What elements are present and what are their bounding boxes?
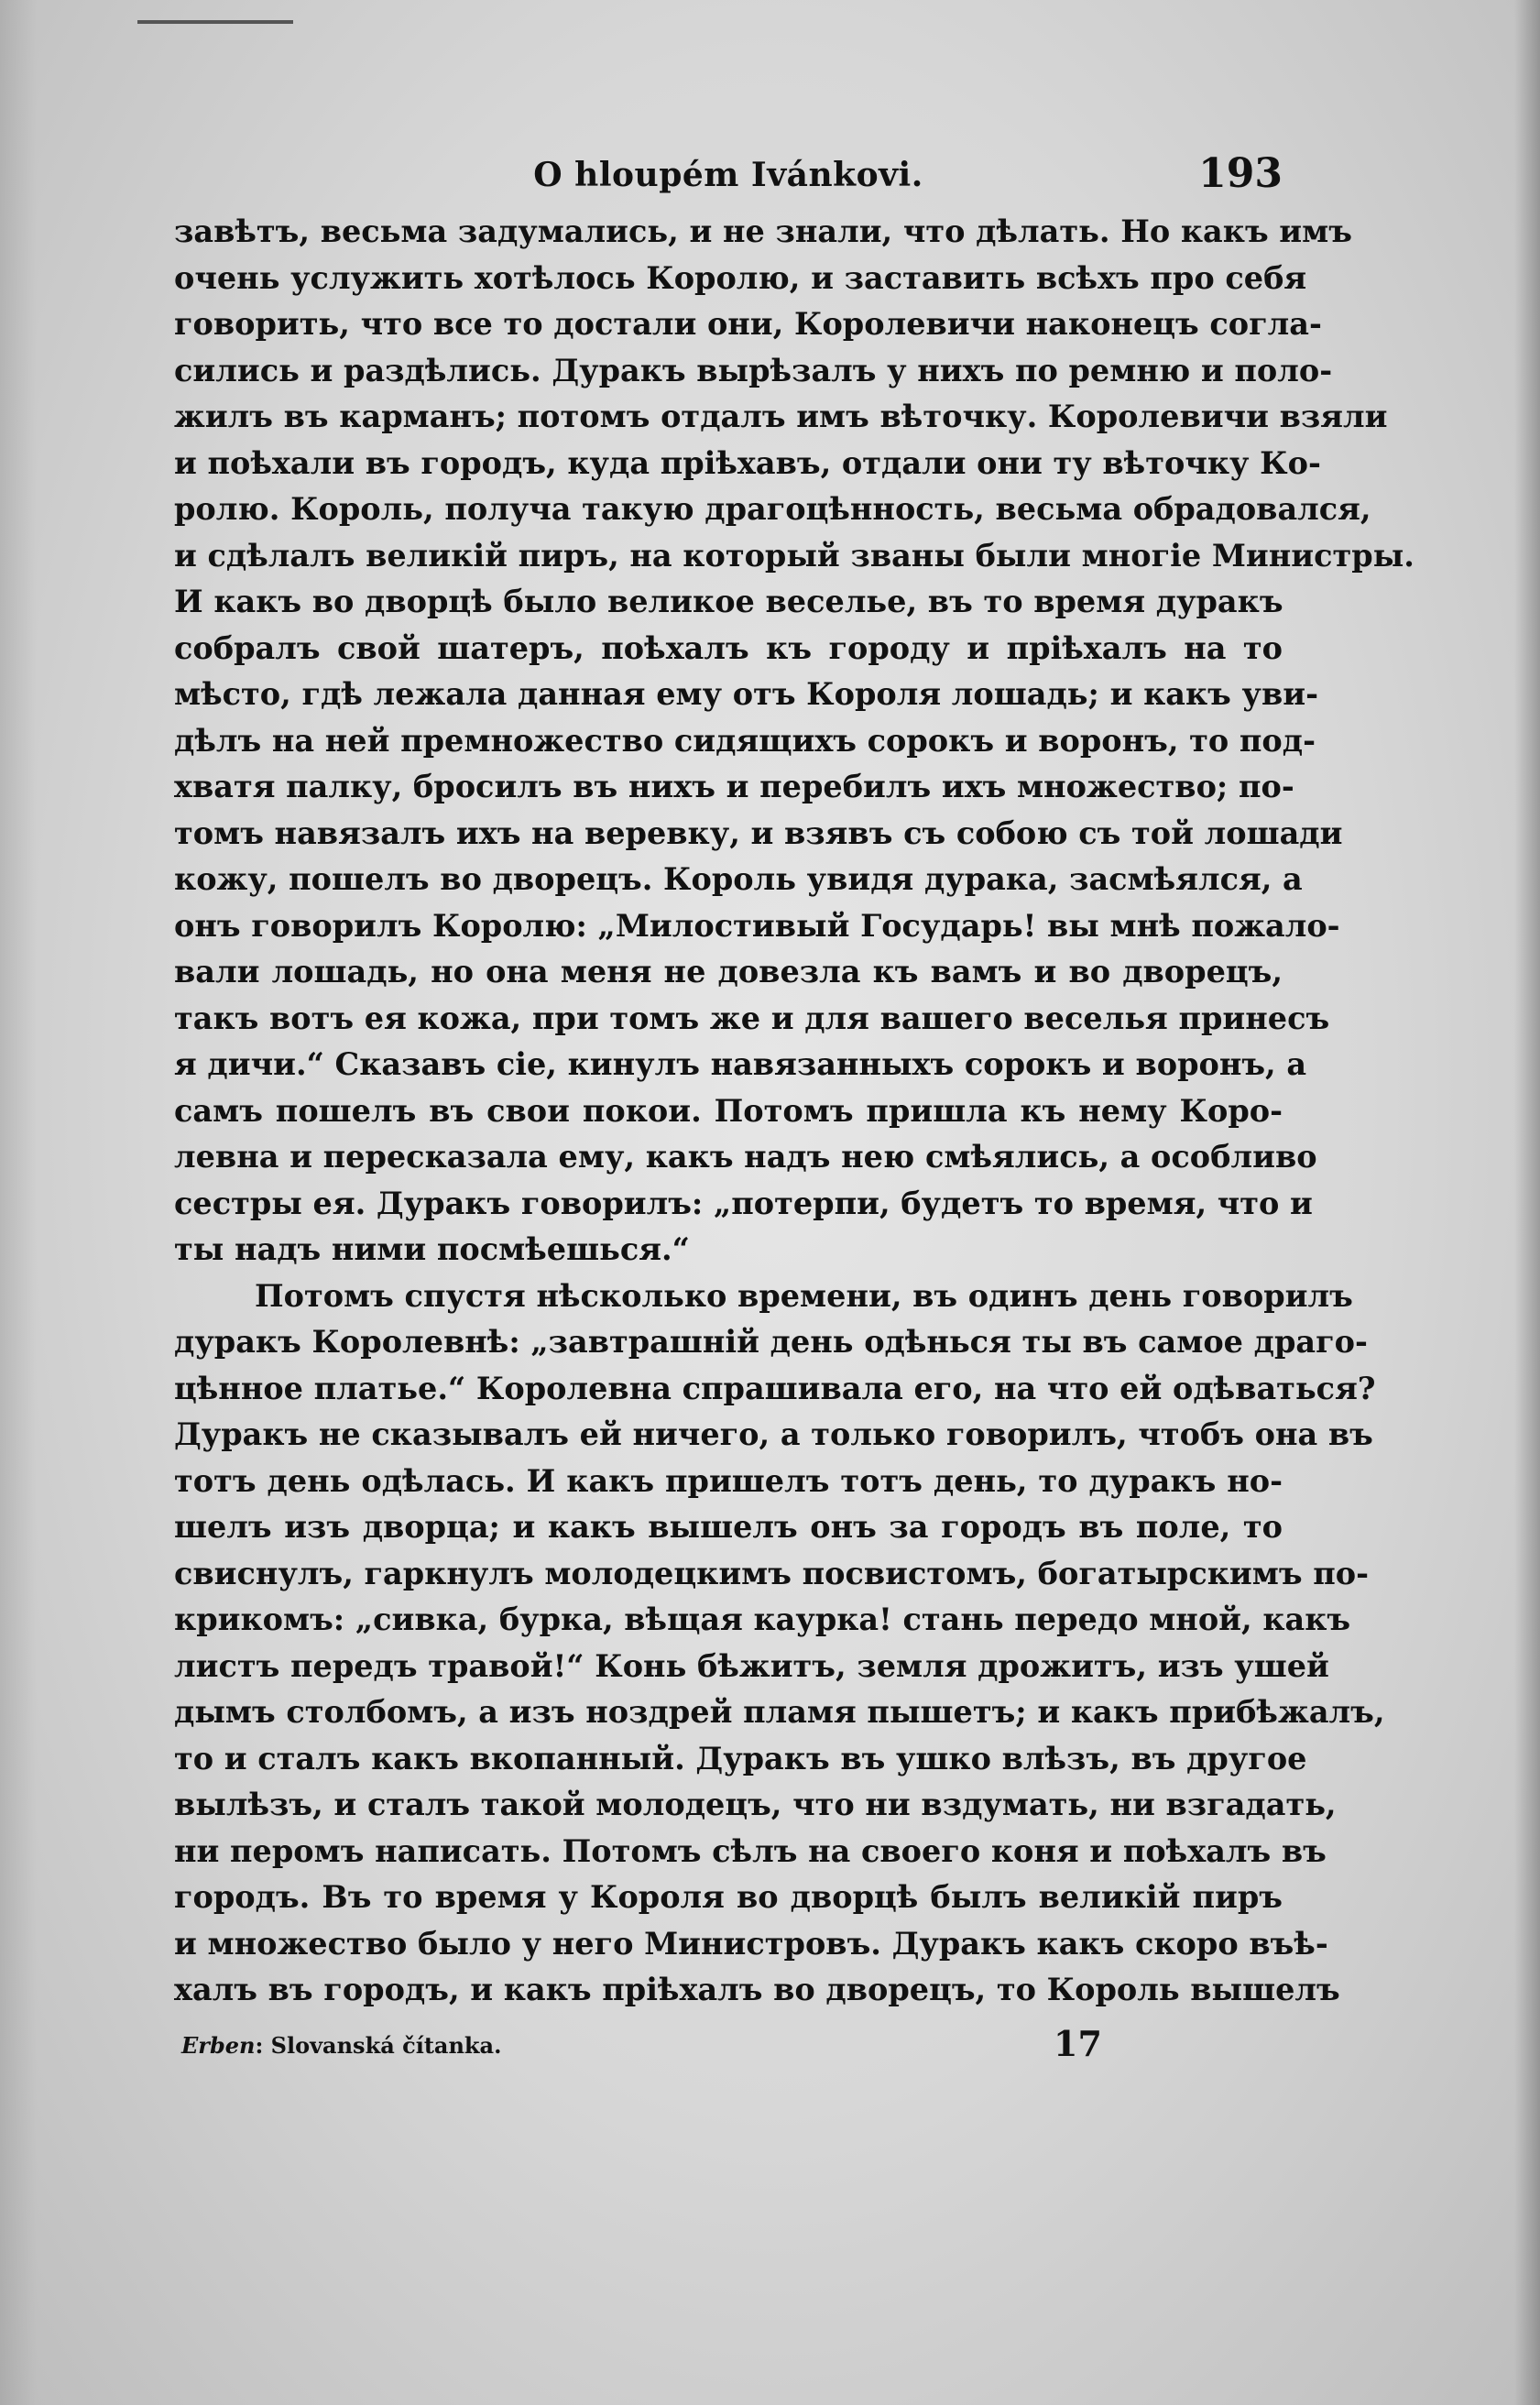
signature-author: Erben	[181, 2031, 256, 2059]
book-page	[174, 147, 1414, 2069]
text-line: сились и раздѣлись. Дуракъ вырѣзалъ у нихъ по ремню и поло-	[174, 352, 1333, 388]
text-line: и сдѣлалъ великій пиръ, на который званы были многіе Министры.	[174, 537, 1414, 574]
text-line: тотъ день одѣлась. И какъ пришелъ тотъ день, то дуракъ но-	[174, 1462, 1283, 1499]
text-line: и множество было у него Министровъ. Дуракъ какъ скоро въѣ-	[174, 1925, 1328, 1962]
text-line: очень услужить хотѣлось Королю, и заставить всѣхъ про себя	[174, 259, 1307, 296]
text-line: сестры ея. Дуракъ говорилъ: „потерпи, будетъ то время, что и	[174, 1185, 1313, 1221]
text-line: ни перомъ написать. Потомъ сѣлъ на своего коня и поѣхалъ въ	[174, 1832, 1327, 1869]
text-line: городъ. Въ то время у Короля во дворцѣ былъ великій пиръ	[174, 1879, 1283, 1915]
sheet-number: 17	[1054, 2022, 1102, 2064]
page-right-shadow	[1514, 0, 1540, 2405]
paragraph-first-line: Потомъ спустя нѣсколько времени, въ одинъ день говорилъ	[255, 1277, 1353, 1314]
text-line: и поѣхали въ городъ, куда пріѣхавъ, отдали они ту вѣточку Ко-	[174, 444, 1321, 481]
text-line: мѣсто, гдѣ лежала данная ему отъ Короля лошадь; и какъ уви-	[174, 676, 1319, 712]
text-line: левна и пересказала ему, какъ надъ нею смѣялись, а особливо	[174, 1139, 1317, 1175]
text-line: томъ навязалъ ихъ на веревку, и взявъ съ собою съ той лошади	[174, 814, 1343, 851]
text-line: халъ въ городъ, и какъ пріѣхалъ во дворецъ, то Король вышелъ	[174, 1972, 1340, 2007]
text-line: Дуракъ не сказывалъ ей ничего, а только говорилъ, чтобъ она въ	[174, 1416, 1373, 1452]
text-line: вали лошадь, но она меня не довезла къ вамъ и во дворецъ,	[174, 954, 1283, 989]
signature-book: : Slovanská čítanka.	[255, 2031, 502, 2059]
paragraph-end-line: ты надъ ними посмѣешься.“	[174, 1231, 690, 1267]
text-line: цѣнное платье.“ Королевна спрашивала его, на что ей одѣваться?	[174, 1370, 1376, 1406]
text-line: ролю. Король, получа такую драгоцѣнность, весьма обрадовался,	[174, 491, 1371, 527]
text-line: дымъ столбомъ, а изъ ноздрей пламя пышетъ; и какъ прибѣжалъ,	[174, 1694, 1385, 1730]
page-number: 193	[1198, 150, 1283, 197]
text-line: шелъ изъ дворца; и какъ вышелъ онъ за городъ въ поле, то	[174, 1509, 1283, 1545]
running-head-title: O hloupém Ivánkovi.	[533, 156, 923, 194]
text-line: жилъ въ карманъ; потомъ отдалъ имъ вѣточку. Королевичи взяли	[174, 399, 1388, 434]
text-line: свиснулъ, гаркнулъ молодецкимъ посвистомъ, богатырскимъ по-	[174, 1555, 1369, 1591]
text-line: собралъ свой шатеръ, поѣхалъ къ городу и пріѣхалъ на то	[174, 629, 1283, 666]
text-line: крикомъ: „сивка, бурка, вѣщая каурка! стань передо мной, какъ	[174, 1602, 1351, 1637]
text-line: хватя палку, бросилъ въ нихъ и перебилъ ихъ множество; по-	[174, 769, 1294, 804]
text-line: то и сталъ какъ вкопанный. Дуракъ въ ушко влѣзъ, въ другое	[174, 1740, 1307, 1776]
text-line: дуракъ Королевнѣ: „завтрашній день одѣнься ты въ самое драго-	[174, 1324, 1368, 1360]
text-line: И какъ во дворцѣ было великое веселье, въ то время дуракъ	[174, 584, 1283, 619]
text-line: онъ говорилъ Королю: „Милостивый Государь! вы мнѣ пожало-	[174, 907, 1340, 944]
text-line: дѣлъ на ней премножество сидящихъ сорокъ и воронъ, то под-	[174, 722, 1316, 759]
top-rule-mark	[137, 20, 293, 24]
body-text	[174, 209, 1414, 2014]
running-head	[174, 147, 1283, 202]
text-line: листъ передъ травой!“ Конь бѣжитъ, земля дрожитъ, изъ ушей	[174, 1647, 1329, 1684]
signature-mark	[181, 2032, 501, 2059]
text-line: завѣтъ, весьма задумались, и не знали, что дѣлать. Но какъ имъ	[174, 213, 1352, 249]
text-line: самъ пошелъ въ свои покои. Потомъ пришла къ нему Коро-	[174, 1092, 1283, 1129]
page-footer	[174, 2023, 1283, 2069]
page-left-shadow	[0, 0, 37, 2405]
text-line: такъ вотъ ея кожа, при томъ же и для вашего веселья принесъ	[174, 1000, 1330, 1036]
text-line: я дичи.“ Сказавъ сіе, кинулъ навязанныхъ сорокъ и воронъ, а	[174, 1046, 1307, 1082]
text-line: говорить, что все то достали они, Королевичи наконецъ согла-	[174, 306, 1322, 342]
text-line: кожу, пошелъ во дворецъ. Король увидя дурака, засмѣялся, а	[174, 861, 1303, 897]
text-line: вылѣзъ, и сталъ такой молодецъ, что ни вздумать, ни взгадать,	[174, 1787, 1337, 1822]
